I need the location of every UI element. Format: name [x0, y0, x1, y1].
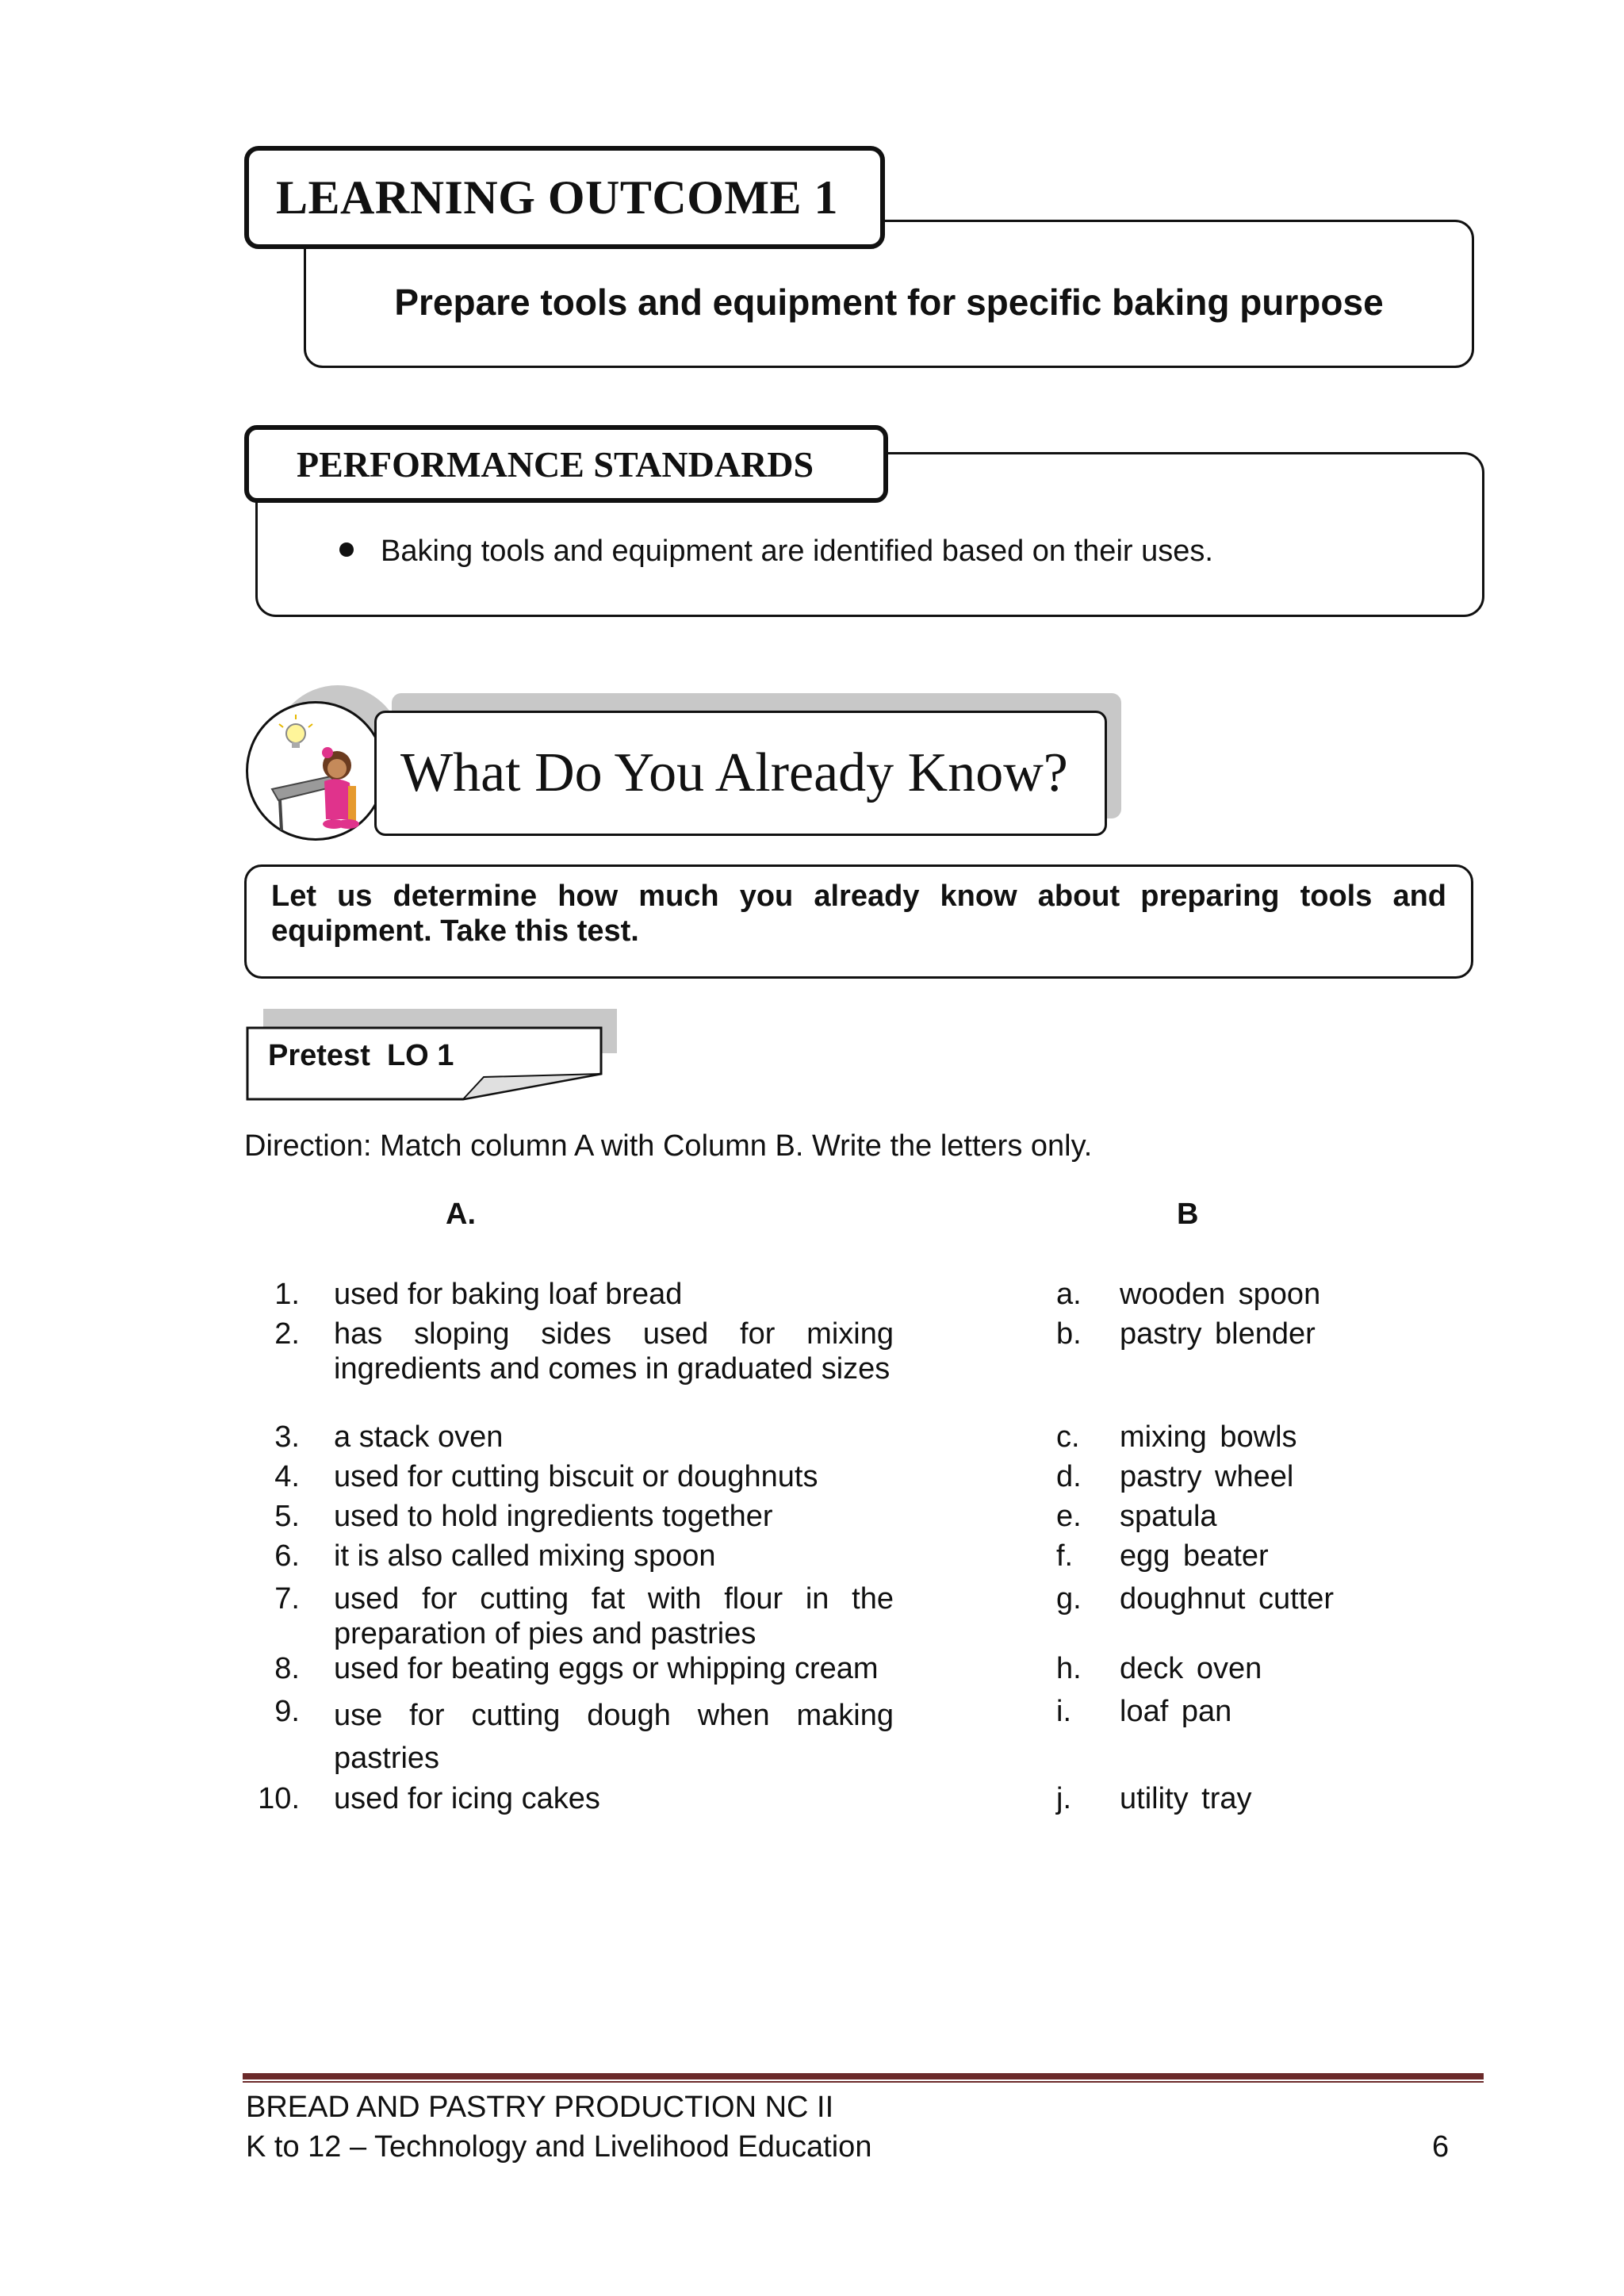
- item-number: 6.: [274, 1539, 300, 1573]
- what-you-know-header: [374, 711, 1107, 836]
- footer-rule-thin: [243, 2081, 1484, 2083]
- item-number: 2.: [274, 1317, 300, 1351]
- item-letter: j.: [1056, 1782, 1071, 1815]
- column-b-item: utility tray: [1120, 1782, 1252, 1815]
- page-number: 6: [1432, 2130, 1450, 2164]
- column-a-item: use for cutting dough when making pastries: [334, 1699, 894, 1775]
- bullet-icon: [339, 542, 354, 557]
- item-letter: c.: [1056, 1420, 1080, 1454]
- item-number: 5.: [274, 1500, 300, 1533]
- column-a-item: used for cutting fat with flour in the preparation of pies and pastries: [334, 1582, 894, 1650]
- learning-outcome-header: [244, 146, 885, 249]
- footer-rule: [243, 2073, 1484, 2079]
- column-a-item: has sloping sides used for mixing ingredients and comes in graduated sizes: [334, 1317, 894, 1386]
- intro-text: Let us determine how much you already know about preparing tools and equipment. Take this test.: [271, 880, 1446, 948]
- footer-course-title: BREAD AND PASTRY PRODUCTION NC II: [246, 2091, 834, 2124]
- item-number: 10.: [258, 1782, 300, 1815]
- item-letter: h.: [1056, 1652, 1082, 1685]
- item-letter: d.: [1056, 1460, 1082, 1493]
- column-b-item: wooden spoon: [1120, 1278, 1321, 1311]
- item-number: 4.: [274, 1460, 300, 1493]
- column-a-item: used for icing cakes: [334, 1782, 600, 1815]
- column-a-item: used for beating eggs or whipping cream: [334, 1652, 879, 1685]
- item-letter: i.: [1056, 1695, 1071, 1728]
- performance-standards-title: PERFORMANCE STANDARDS: [297, 443, 814, 485]
- item-number: 8.: [274, 1652, 300, 1685]
- column-b-item: mixing bowls: [1120, 1420, 1297, 1454]
- column-b-item: doughnut cutter: [1120, 1582, 1335, 1616]
- performance-standards-header: [244, 425, 888, 503]
- column-b-item: egg beater: [1120, 1539, 1269, 1573]
- column-b-item: pastry wheel: [1120, 1460, 1294, 1493]
- direction-text: Direction: Match column A with Column B. Write the letters only.: [244, 1129, 1093, 1163]
- student-at-desk-icon: [246, 701, 385, 841]
- footer-program: K to 12 – Technology and Livelihood Education: [246, 2130, 872, 2164]
- learning-outcome-title: LEARNING OUTCOME 1: [276, 171, 839, 224]
- column-a-header: A.: [446, 1198, 476, 1231]
- column-b-item: pastry blender: [1120, 1317, 1316, 1351]
- column-a-item: used to hold ingredients together: [334, 1500, 773, 1533]
- item-number: 1.: [274, 1278, 300, 1311]
- column-a-item: used for baking loaf bread: [334, 1278, 683, 1311]
- item-number: 9.: [274, 1695, 300, 1728]
- column-b-item: deck oven: [1120, 1652, 1262, 1685]
- item-letter: a.: [1056, 1278, 1082, 1311]
- item-number: 3.: [274, 1420, 300, 1454]
- item-letter: b.: [1056, 1317, 1082, 1351]
- performance-standard-item: Baking tools and equipment are identified based on their uses.: [381, 535, 1213, 568]
- column-a-item: used for cutting biscuit or doughnuts: [334, 1460, 818, 1493]
- item-number: 7.: [274, 1582, 300, 1616]
- item-letter: g.: [1056, 1582, 1082, 1616]
- learning-outcome-subtitle: Prepare tools and equipment for specific baking purpose: [394, 282, 1384, 323]
- what-you-know-title: What Do You Already Know?: [400, 742, 1068, 803]
- column-b-item: loaf pan: [1120, 1695, 1232, 1728]
- item-letter: f.: [1056, 1539, 1074, 1573]
- column-b-header: B: [1177, 1198, 1199, 1231]
- column-b-item: spatula: [1120, 1500, 1217, 1533]
- column-a-item: it is also called mixing spoon: [334, 1539, 716, 1573]
- pretest-label: Pretest LO 1: [268, 1039, 454, 1072]
- column-a-item: a stack oven: [334, 1420, 504, 1454]
- item-letter: e.: [1056, 1500, 1082, 1533]
